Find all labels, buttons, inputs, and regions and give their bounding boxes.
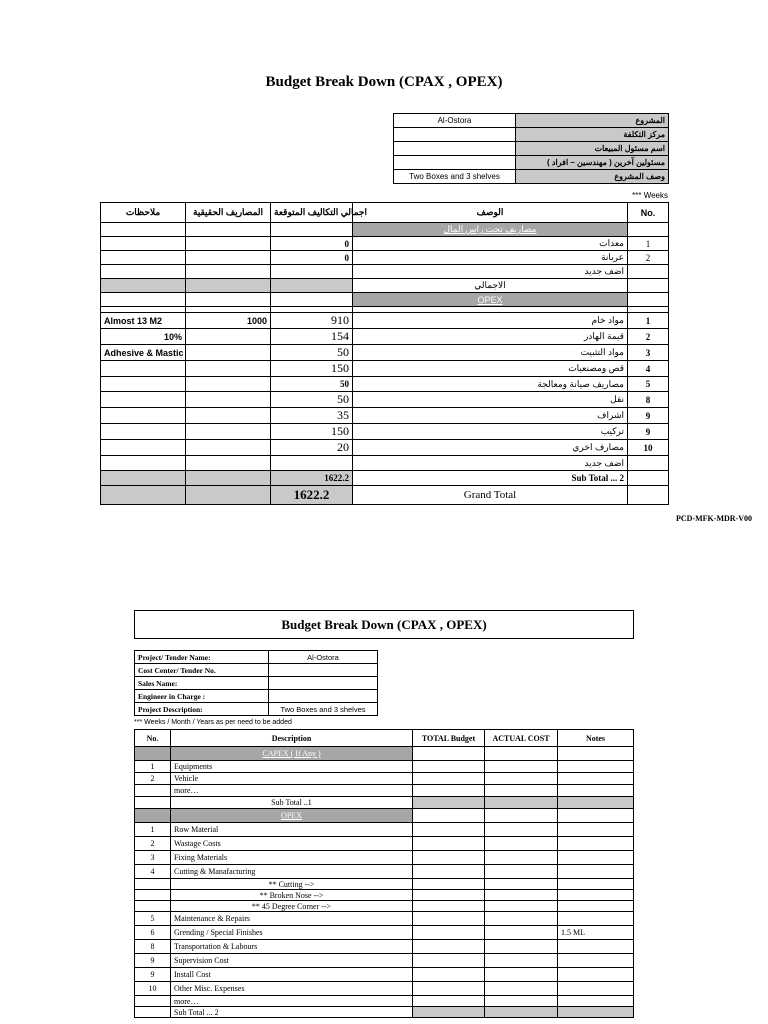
table-row [101, 408, 669, 424]
description-cell: اضف جديد [353, 456, 628, 471]
table-row [101, 440, 669, 456]
description-cell: معدات [353, 237, 628, 251]
opex-header-row [101, 293, 669, 307]
table-cell [558, 797, 634, 809]
description-cell: Supervision Cost [171, 954, 413, 968]
table-row [101, 265, 669, 279]
no-cell: 2 [628, 329, 669, 345]
no-cell: 1 [135, 761, 171, 773]
no-cell: 2 [135, 837, 171, 851]
actual-cell [186, 237, 271, 251]
no-cell: 10 [628, 440, 669, 456]
table-cell [485, 968, 558, 982]
actual-cell [186, 377, 271, 392]
actual-cell [186, 424, 271, 440]
table-cell [271, 223, 353, 237]
info-value [394, 142, 516, 156]
table-cell [413, 797, 485, 809]
description-cell: مصارف اخري [353, 440, 628, 456]
actual-cell [186, 440, 271, 456]
notes-cell [101, 265, 186, 279]
table-cell [485, 865, 558, 879]
table-cell [628, 279, 669, 293]
top-title: Budget Break Down (CPAX , OPEX) [265, 74, 503, 90]
info-row [135, 677, 378, 690]
info-row [135, 703, 378, 716]
total-cell [271, 265, 353, 279]
description-cell: Other Misc. Expenses [171, 982, 413, 996]
table-cell [628, 293, 669, 307]
table-cell [413, 809, 485, 823]
table-cell [413, 747, 485, 761]
notes-cell [558, 851, 634, 865]
total-cell: 50 [271, 377, 353, 392]
notes-cell [558, 901, 634, 912]
table-cell [485, 996, 558, 1007]
info-value: Al-Ostora [269, 651, 378, 664]
info-row [394, 170, 669, 184]
info-row [394, 114, 669, 128]
total-cell: 910 [271, 313, 353, 329]
description-cell: عربانة [353, 251, 628, 265]
no-cell [135, 996, 171, 1007]
description-cell: more… [171, 996, 413, 1007]
table-row [101, 424, 669, 440]
table-cell [101, 223, 186, 237]
notes-cell: Almost 13 M2 [101, 313, 186, 329]
no-cell [628, 456, 669, 471]
no-cell: 5 [628, 377, 669, 392]
description-cell: Sub Total ... 2 [171, 1007, 413, 1018]
table-cell [485, 879, 558, 890]
no-cell: 8 [135, 940, 171, 954]
no-cell: 2 [135, 773, 171, 785]
table-row [135, 1007, 634, 1018]
table-cell [413, 851, 485, 865]
table-row [101, 313, 669, 329]
header-description: الوصف [353, 203, 628, 223]
table-row [135, 773, 634, 785]
no-cell: 8 [628, 392, 669, 408]
grand-total-value: 1622.2 [271, 486, 353, 505]
table-row [135, 823, 634, 837]
table-cell [485, 785, 558, 797]
total-cell: 35 [271, 408, 353, 424]
no-cell [628, 265, 669, 279]
description-cell: Cutting & Manafacturing [171, 865, 413, 879]
notes-cell: Adhesive & Mastic [101, 345, 186, 361]
table-row [101, 345, 669, 361]
info-label: مسئولين آخرين ( مهندسين – افراد ) [516, 156, 669, 170]
description-cell: more… [171, 785, 413, 797]
description-cell: Equipments [171, 761, 413, 773]
notes-cell [558, 940, 634, 954]
table-cell [485, 926, 558, 940]
table-cell [628, 223, 669, 237]
header-actual: ACTUAL COST [485, 730, 558, 747]
no-cell: 3 [135, 851, 171, 865]
capex-header-row [135, 747, 634, 761]
info-value [269, 690, 378, 703]
table-cell [558, 809, 634, 823]
table-cell [485, 851, 558, 865]
notes-cell [101, 440, 186, 456]
info-row [135, 651, 378, 664]
table-cell [413, 1007, 485, 1018]
no-cell: 9 [628, 424, 669, 440]
table-cell [413, 865, 485, 879]
table-cell [485, 797, 558, 809]
capex-header: مصاريف تحت راس المال [353, 223, 628, 237]
description-cell: Row Material [171, 823, 413, 837]
notes-cell [558, 890, 634, 901]
no-cell [135, 879, 171, 890]
info-label: Project/ Tender Name: [135, 651, 269, 664]
doc-code: PCD-MFK-MDR-V00 [676, 514, 752, 523]
notes-cell [101, 361, 186, 377]
info-row [394, 156, 669, 170]
no-cell: 3 [628, 345, 669, 361]
header-total: اجمالي التكاليف المتوقعة [271, 203, 353, 223]
table-cell [558, 761, 634, 773]
no-cell: 2 [628, 251, 669, 265]
no-cell: 4 [135, 865, 171, 879]
description-cell: ** 45 Degree Corner --> [171, 901, 413, 912]
notes-cell [101, 392, 186, 408]
table-cell [485, 982, 558, 996]
grand-total-row [101, 486, 669, 505]
total-cell: 0 [271, 237, 353, 251]
table-row [135, 968, 634, 982]
total-cell: 150 [271, 424, 353, 440]
header-notes: ملاحظات [101, 203, 186, 223]
info-label: المشروع [516, 114, 669, 128]
actual-cell [186, 408, 271, 424]
info-row [135, 690, 378, 703]
table-cell [485, 954, 558, 968]
table-row [135, 912, 634, 926]
total-cell: 50 [271, 345, 353, 361]
info-value [394, 128, 516, 142]
description-cell: اضف جديد [353, 265, 628, 279]
notes-cell [558, 968, 634, 982]
table-row [135, 837, 634, 851]
table-cell [271, 293, 353, 307]
table-cell [413, 968, 485, 982]
no-cell [135, 901, 171, 912]
table-cell [413, 879, 485, 890]
table-cell [485, 773, 558, 785]
table-row [135, 996, 634, 1007]
info-value: Al-Ostora [394, 114, 516, 128]
table-cell [413, 785, 485, 797]
notes-cell [558, 1007, 634, 1018]
actual-cell [186, 251, 271, 265]
subtotal-row [101, 471, 669, 486]
total-cell: 150 [271, 361, 353, 377]
no-cell: 1 [628, 237, 669, 251]
table-row [101, 251, 669, 265]
info-label: وصف المشروع [516, 170, 669, 184]
table-cell [186, 471, 271, 486]
table-cell [413, 996, 485, 1007]
table-cell [186, 223, 271, 237]
table-cell [135, 797, 171, 809]
capex-header-row [101, 223, 669, 237]
notes-cell [101, 377, 186, 392]
description-cell: ** Broken Nose --> [171, 890, 413, 901]
total-cell: 154 [271, 329, 353, 345]
info-value [269, 664, 378, 677]
info-row [394, 128, 669, 142]
notes-cell [101, 456, 186, 471]
table-cell [485, 940, 558, 954]
no-cell [135, 890, 171, 901]
table-cell [485, 1007, 558, 1018]
table-row [135, 851, 634, 865]
table-cell [186, 293, 271, 307]
notes-cell [101, 408, 186, 424]
info-value: Two Boxes and 3 shelves [269, 703, 378, 716]
table-row [101, 377, 669, 392]
notes-cell [558, 996, 634, 1007]
info-label: اسم مسئول المبيعات [516, 142, 669, 156]
table-cell [101, 279, 186, 293]
table-cell [413, 773, 485, 785]
description-cell: تركيب [353, 424, 628, 440]
table-cell [186, 486, 271, 505]
table-cell [558, 747, 634, 761]
description-cell: ** Cutting --> [171, 879, 413, 890]
table-row [135, 890, 634, 901]
info-label: Sales Name: [135, 677, 269, 690]
no-cell [135, 785, 171, 797]
table-cell [101, 471, 186, 486]
description-cell: نقل [353, 392, 628, 408]
header-no: No. [628, 203, 669, 223]
no-cell: 1 [135, 823, 171, 837]
notes-cell [101, 237, 186, 251]
description-cell: مواد خام [353, 313, 628, 329]
subtotal-label: Sub Total ... 2 [353, 471, 628, 486]
table-row [101, 329, 669, 345]
description-cell: Transportation & Labours [171, 940, 413, 954]
table-cell [135, 747, 171, 761]
table-cell [271, 279, 353, 293]
table-cell [628, 486, 669, 505]
capex-subtotal-row [135, 797, 634, 809]
bottom-info-table [134, 650, 378, 716]
bottom-title: Budget Break Down (CPAX , OPEX) [134, 610, 634, 639]
actual-cell [186, 265, 271, 279]
table-cell [485, 747, 558, 761]
description-cell: قص ومصنعيات [353, 361, 628, 377]
no-cell [135, 1007, 171, 1018]
table-cell [101, 293, 186, 307]
capex-subtotal-row [101, 279, 669, 293]
notes-cell [558, 982, 634, 996]
table-cell [413, 926, 485, 940]
description-cell: مواد التثبيت [353, 345, 628, 361]
table-row [135, 982, 634, 996]
table-cell [413, 890, 485, 901]
no-cell: 9 [135, 954, 171, 968]
description-cell: مصاريف صيانة ومعالجة [353, 377, 628, 392]
table-row [101, 237, 669, 251]
notes-cell [558, 879, 634, 890]
header-notes: Notes [558, 730, 634, 747]
table-row [101, 392, 669, 408]
actual-cell [186, 392, 271, 408]
info-label: Cost Center/ Tender No. [135, 664, 269, 677]
table-row [135, 940, 634, 954]
table-cell [413, 837, 485, 851]
notes-cell: 10% [101, 329, 186, 345]
info-value [394, 156, 516, 170]
bottom-budget-table [134, 729, 634, 1018]
description-cell: Vehicle [171, 773, 413, 785]
table-row [135, 785, 634, 797]
table-row [135, 879, 634, 890]
table-row [135, 954, 634, 968]
table-cell [413, 940, 485, 954]
notes-cell [101, 424, 186, 440]
capex-header: CAPEX ( If Any ) [171, 747, 413, 761]
description-cell: اشراف [353, 408, 628, 424]
info-row [135, 664, 378, 677]
table-cell [485, 837, 558, 851]
table-row [135, 901, 634, 912]
notes-cell [558, 865, 634, 879]
table-cell [558, 785, 634, 797]
table-row [135, 926, 634, 940]
table-row [135, 761, 634, 773]
subtotal-value: 1622.2 [271, 471, 353, 486]
table-cell [413, 954, 485, 968]
notes-cell [558, 954, 634, 968]
top-budget-table [100, 202, 669, 505]
table-cell [413, 982, 485, 996]
info-row [394, 142, 669, 156]
table-cell [485, 890, 558, 901]
actual-cell: 1000 [186, 313, 271, 329]
table-cell [485, 823, 558, 837]
info-label: مركز التكلفة [516, 128, 669, 142]
actual-cell [186, 456, 271, 471]
table-cell [628, 471, 669, 486]
actual-cell [186, 361, 271, 377]
table-cell [186, 279, 271, 293]
grand-total-label: Grand Total [353, 486, 628, 505]
header-description: Description [171, 730, 413, 747]
total-cell [271, 456, 353, 471]
capex-subtotal: Sub Total ..1 [171, 797, 413, 809]
opex-header: OPEX [353, 293, 628, 307]
bottom-weeks-note: *** Weeks / Month / Years as per need to be added [134, 719, 292, 726]
info-label: Engineer in Charge : [135, 690, 269, 703]
total-cell: 50 [271, 392, 353, 408]
no-cell: 1 [628, 313, 669, 329]
notes-cell [558, 837, 634, 851]
top-weeks-note: *** Weeks [632, 191, 668, 200]
no-cell: 9 [135, 968, 171, 982]
table-row [101, 361, 669, 377]
description-cell: قيمة الهادر [353, 329, 628, 345]
table-cell [135, 809, 171, 823]
opex-header: OPEX [171, 809, 413, 823]
notes-cell [558, 823, 634, 837]
actual-cell [186, 345, 271, 361]
total-cell: 0 [271, 251, 353, 265]
opex-header-row [135, 809, 634, 823]
header-no: No. [135, 730, 171, 747]
table-cell [101, 486, 186, 505]
table-row [101, 456, 669, 471]
table-cell [485, 809, 558, 823]
table-cell [413, 901, 485, 912]
capex-subtotal: الاجمالي [353, 279, 628, 293]
table-cell [413, 823, 485, 837]
no-cell: 6 [135, 926, 171, 940]
table-cell [413, 912, 485, 926]
description-cell: Fixing Materials [171, 851, 413, 865]
table-cell [485, 901, 558, 912]
no-cell: 9 [628, 408, 669, 424]
description-cell: Install Cost [171, 968, 413, 982]
description-cell: Maintenance & Repairs [171, 912, 413, 926]
table-cell [413, 761, 485, 773]
no-cell: 4 [628, 361, 669, 377]
header-actual: المصاريف الحقيقية [186, 203, 271, 223]
notes-cell [558, 912, 634, 926]
no-cell: 5 [135, 912, 171, 926]
info-value: Two Boxes and 3 shelves [394, 170, 516, 184]
notes-cell [101, 251, 186, 265]
description-cell: Grending / Special Finishes [171, 926, 413, 940]
notes-cell: 1.5 ML [558, 926, 634, 940]
total-cell: 20 [271, 440, 353, 456]
table-cell [485, 761, 558, 773]
header-total: TOTAL Budget [413, 730, 485, 747]
description-cell: Wastage Costs [171, 837, 413, 851]
info-label: Project Description: [135, 703, 269, 716]
table-cell [485, 912, 558, 926]
info-value [269, 677, 378, 690]
actual-cell [186, 329, 271, 345]
table-row [135, 865, 634, 879]
table-cell [558, 773, 634, 785]
top-info-table [393, 113, 669, 184]
no-cell: 10 [135, 982, 171, 996]
